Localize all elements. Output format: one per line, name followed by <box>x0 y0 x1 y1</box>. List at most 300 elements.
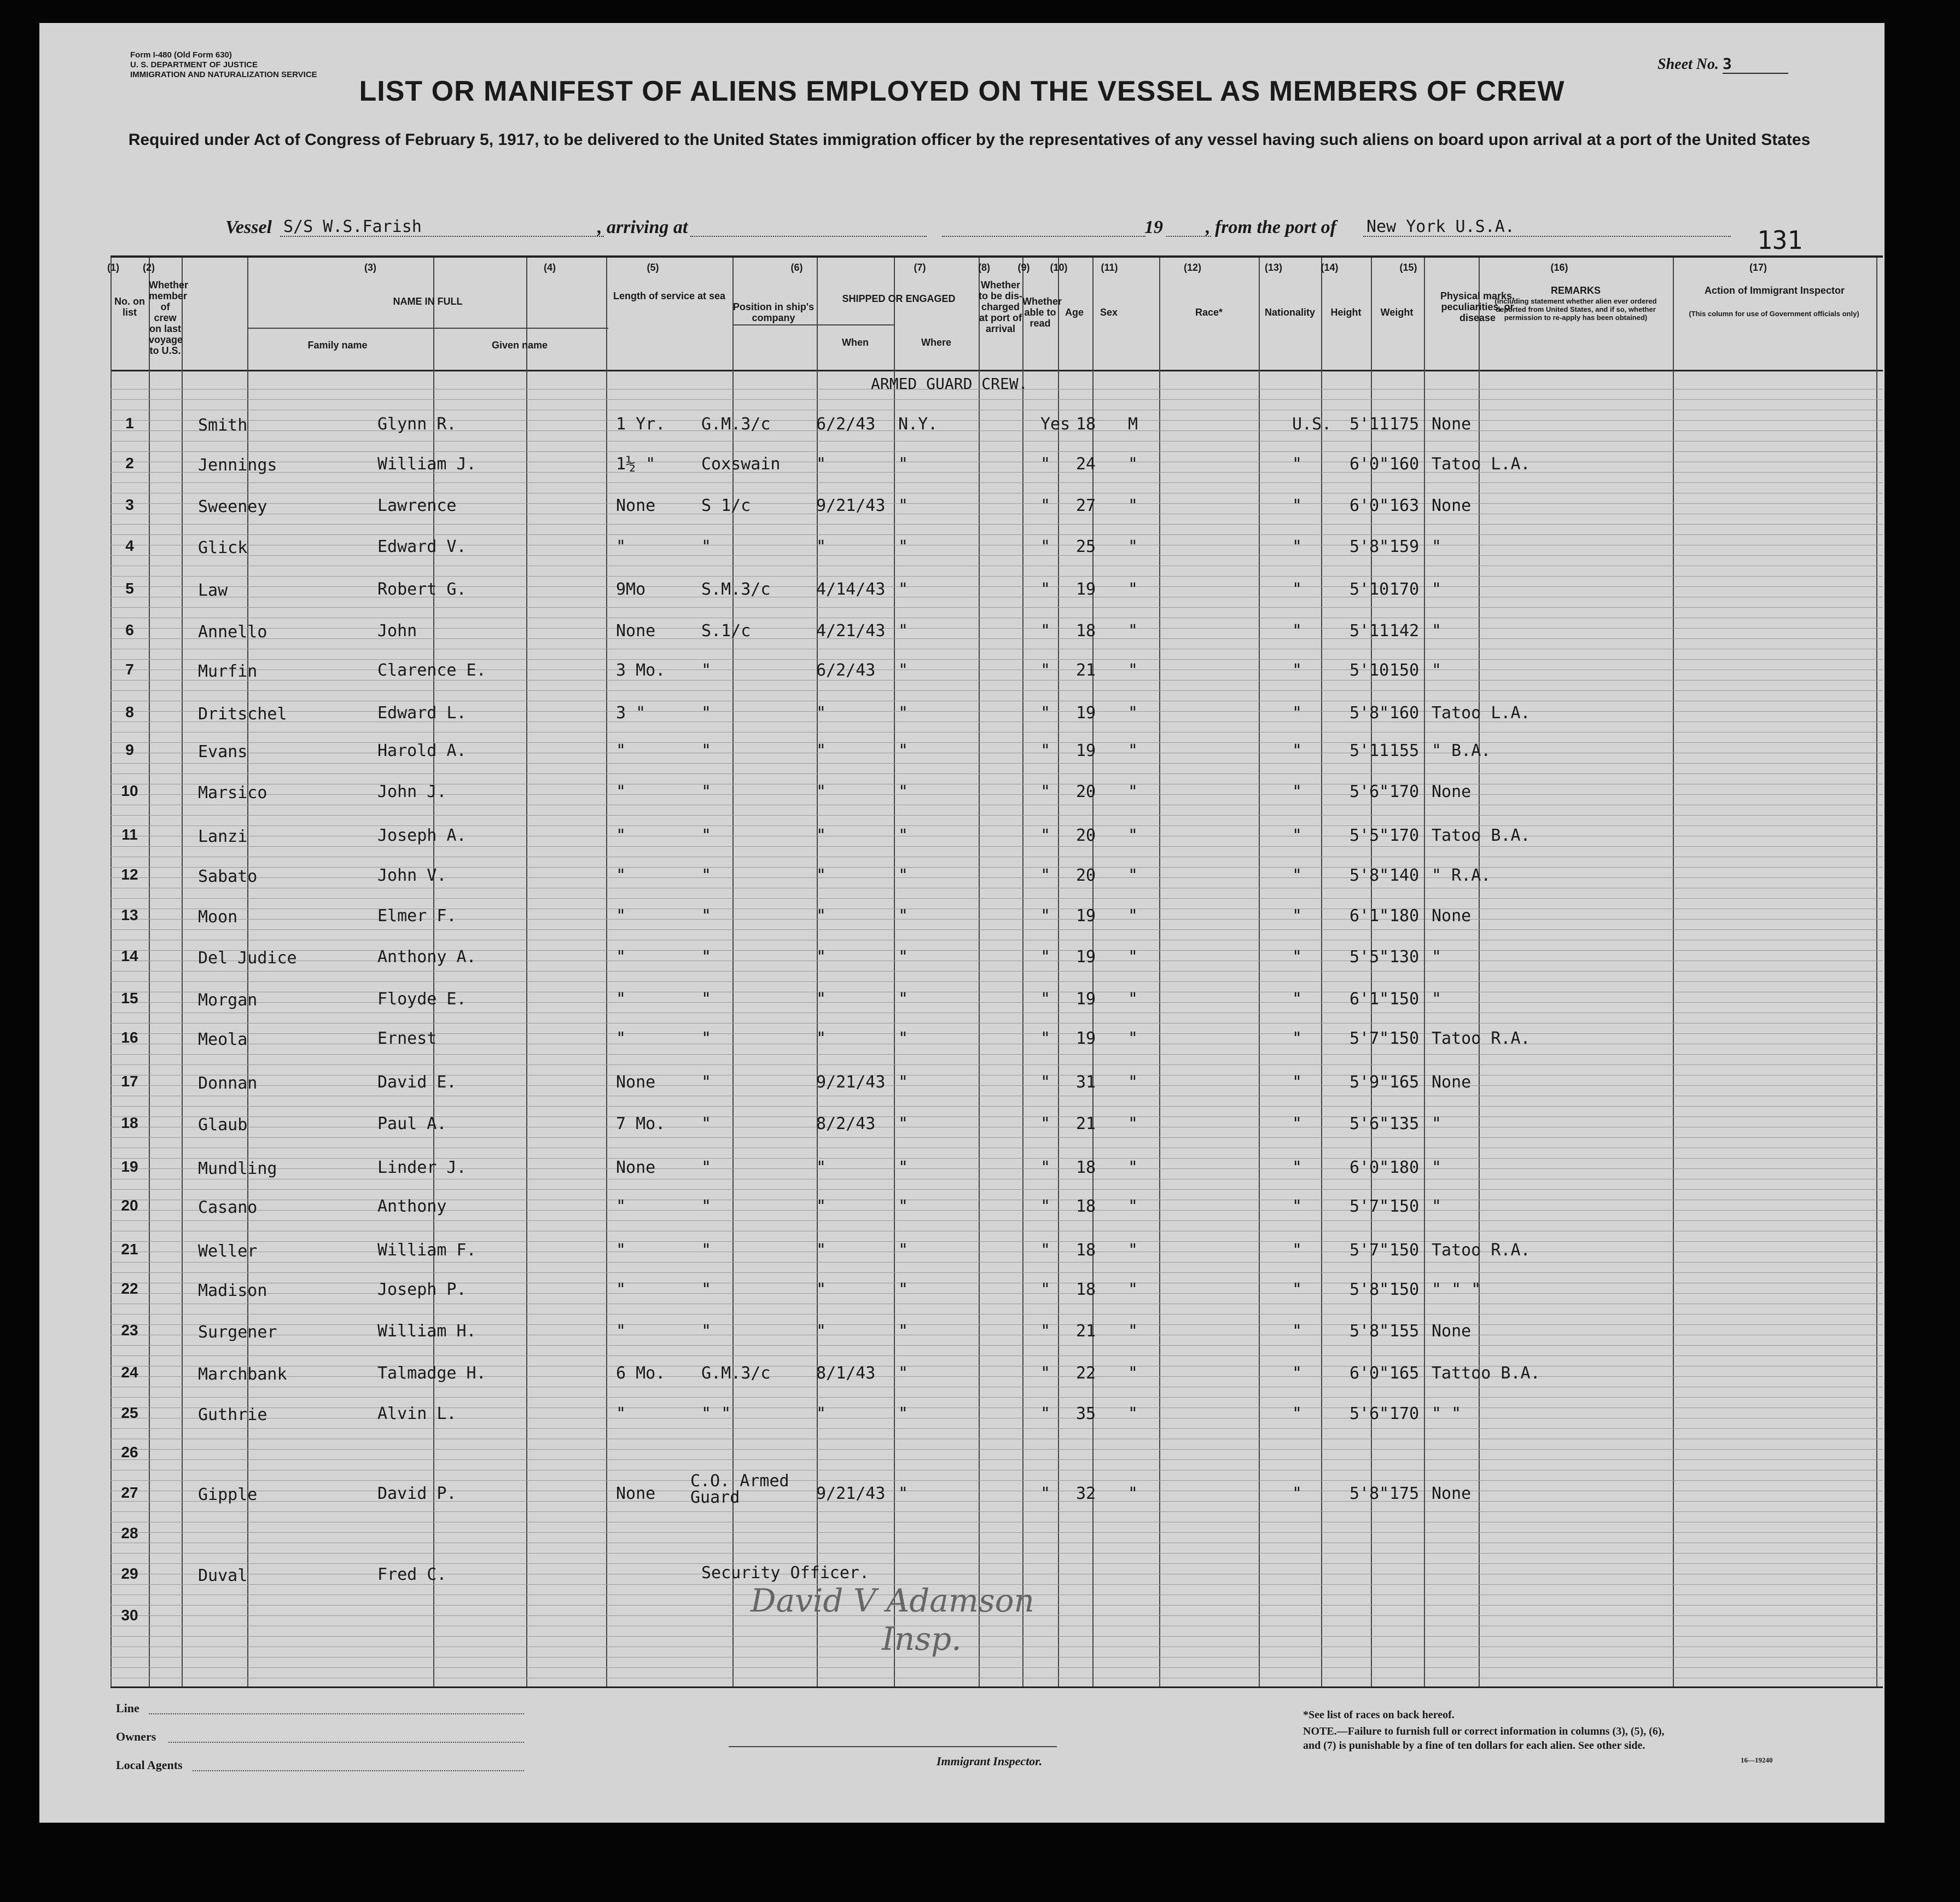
page-number: 131 <box>1757 225 1803 255</box>
cell-height: 6'1" <box>1350 990 1389 1009</box>
header-age: Age <box>1065 307 1084 318</box>
column-number: (15) <box>1399 262 1417 273</box>
cell-family-name: Gipple <box>198 1485 258 1504</box>
cell-family-name: Smith <box>198 416 248 435</box>
cell-sex: " <box>1128 1404 1138 1423</box>
cell-place-engaged: " <box>898 621 909 641</box>
inspector-title-handwritten: Insp. <box>882 1620 962 1657</box>
cell-physical-marks: None <box>1432 782 1472 801</box>
cell-height: 5'6" <box>1350 1404 1389 1423</box>
column-number: (10) <box>1050 262 1068 273</box>
cell-age: 20 <box>1076 782 1096 801</box>
arriving-label: , arriving at <box>597 217 688 237</box>
cell-sex: " <box>1128 741 1138 760</box>
cell-able-to-read: " <box>1040 703 1051 723</box>
cell-position: Security Officer. <box>701 1563 870 1583</box>
cell-physical-marks: None <box>1432 496 1472 515</box>
cell-place-engaged: " <box>898 1484 909 1503</box>
cell-able-to-read: " <box>1040 496 1051 515</box>
cell-physical-marks: Tatoo R.A. <box>1432 1241 1531 1260</box>
cell-weight: 180 <box>1389 906 1420 926</box>
cell-date-engaged: 9/21/43 <box>816 1484 886 1503</box>
cell-height: 5'8" <box>1350 1484 1389 1503</box>
cell-length-of-service: 7 Mo. <box>616 1114 666 1133</box>
cell-height: 5'8" <box>1350 1280 1389 1299</box>
cell-sex: " <box>1128 1029 1138 1048</box>
page-subtitle: Required under Act of Congress of February 5, 1917, to be delivered to the United States immigration officer by the representatives of any vessel having such aliens on board upon arrival at a port of the United States <box>128 131 1811 149</box>
cell-sex: " <box>1128 866 1138 885</box>
ruling-line <box>110 555 1883 556</box>
header-physical: Physical marks, peculiarities, or disease <box>1440 290 1515 323</box>
cell-physical-marks: None <box>1432 1073 1472 1092</box>
row-number: 6 <box>125 621 134 638</box>
cell-age: 27 <box>1076 496 1096 515</box>
cell-place-engaged: " <box>898 1158 909 1177</box>
cell-family-name: Moon <box>198 908 238 927</box>
cell-able-to-read: " <box>1040 906 1051 926</box>
cell-able-to-read: " <box>1040 947 1051 967</box>
ruling-line <box>110 711 1883 712</box>
cell-place-engaged: " <box>898 1364 909 1383</box>
cell-given-name: William F. <box>377 1241 476 1260</box>
vessel-field: S/S W.S.Farish <box>280 217 604 237</box>
cell-height: 5'8" <box>1350 537 1389 556</box>
cell-sex: " <box>1128 661 1138 680</box>
cell-length-of-service: " <box>616 990 626 1009</box>
cell-sex: " <box>1128 1484 1138 1503</box>
cell-family-name: Donnan <box>198 1074 258 1093</box>
cell-weight: 170 <box>1389 826 1420 845</box>
cell-family-name: Jennings <box>198 456 277 475</box>
cell-weight: 165 <box>1389 1073 1420 1092</box>
cell-physical-marks: Tattoo B.A. <box>1432 1364 1540 1383</box>
row-number: 21 <box>121 1241 138 1258</box>
cell-nationality: " <box>1292 1404 1302 1423</box>
cell-position: " <box>701 782 712 801</box>
cell-place-engaged: " <box>898 826 909 845</box>
column-number: (6) <box>790 262 803 273</box>
cell-family-name: Dritschel <box>198 705 287 724</box>
cell-date-engaged: " <box>816 1404 827 1423</box>
row-number: 13 <box>121 906 138 923</box>
year-label: 19 <box>1144 217 1163 237</box>
cell-date-engaged: " <box>816 782 827 801</box>
cell-nationality: " <box>1292 906 1302 926</box>
cell-position: Coxswain <box>701 455 781 474</box>
cell-height: 5'8" <box>1350 703 1389 723</box>
row-number: 22 <box>121 1280 138 1297</box>
cell-date-engaged: " <box>816 537 827 556</box>
cell-nationality: " <box>1292 580 1302 599</box>
cell-able-to-read: " <box>1040 1197 1051 1216</box>
ruling-line <box>110 815 1883 816</box>
cell-given-name: Anthony A. <box>377 947 476 967</box>
cell-weight: 165 <box>1389 1364 1420 1383</box>
ruling-line <box>110 524 1883 525</box>
cell-weight: 150 <box>1389 1197 1420 1216</box>
vessel-label: Vessel <box>225 217 272 237</box>
cell-nationality: " <box>1292 496 1302 515</box>
ruling-line <box>110 1407 1883 1408</box>
ruling-line <box>110 1501 1883 1502</box>
header-weight: Weight <box>1380 307 1414 318</box>
cell-family-name: Marsico <box>198 783 267 802</box>
cell-date-engaged: 8/2/43 <box>816 1114 876 1133</box>
cell-age: 19 <box>1076 906 1096 926</box>
cell-family-name: Casano <box>198 1198 258 1217</box>
cell-able-to-read: " <box>1040 1241 1051 1260</box>
cell-date-engaged: " <box>816 906 827 926</box>
ruling-line <box>110 929 1883 930</box>
manifest-sheet <box>39 23 1885 1823</box>
cell-place-engaged: " <box>898 537 909 556</box>
cell-position: " <box>701 947 712 967</box>
cell-weight: 135 <box>1389 1114 1420 1133</box>
ruling-line <box>110 950 1883 951</box>
ruling-line <box>110 1563 1883 1564</box>
cell-height: 5'6" <box>1350 782 1389 801</box>
cell-nationality: " <box>1292 703 1302 723</box>
cell-given-name: Robert G. <box>377 580 467 599</box>
ruling-line <box>110 1272 1883 1273</box>
cell-place-engaged: " <box>898 1073 909 1092</box>
cell-able-to-read: " <box>1040 661 1051 680</box>
header-name-in-full: NAME IN FULL <box>393 296 463 307</box>
cell-weight: 155 <box>1389 741 1420 760</box>
service: IMMIGRATION AND NATURALIZATION SERVICE <box>130 70 317 79</box>
inspector-label: Immigrant Inspector. <box>937 1754 1043 1768</box>
cell-place-engaged: " <box>898 580 909 599</box>
cell-length-of-service: " <box>616 826 626 845</box>
cell-sex: " <box>1128 1241 1138 1260</box>
cell-nationality: " <box>1292 661 1302 680</box>
cell-age: 31 <box>1076 1073 1096 1092</box>
cell-position: " <box>701 1322 712 1341</box>
cell-height: 5'6" <box>1350 1114 1389 1133</box>
cell-given-name: Fred C. <box>377 1565 447 1584</box>
cell-length-of-service: 3 Mo. <box>616 661 666 680</box>
cell-place-engaged: " <box>898 990 909 1009</box>
cell-nationality: " <box>1292 990 1302 1009</box>
header-action-note: (This column for use of Government officials only) <box>1689 310 1859 318</box>
ruling-line <box>110 1262 1883 1263</box>
cell-position: C.O. Armed Guard <box>690 1471 789 1507</box>
cell-family-name: Glick <box>198 538 248 557</box>
ruling-line <box>110 1168 1883 1169</box>
cell-weight: 150 <box>1389 990 1420 1009</box>
cell-height: 5'11 <box>1350 415 1389 434</box>
cell-height: 5'8" <box>1350 866 1389 885</box>
ruling-line <box>110 482 1883 483</box>
cell-date-engaged: 6/2/43 <box>816 661 876 680</box>
cell-weight: 155 <box>1389 1322 1420 1341</box>
cell-able-to-read: " <box>1040 990 1051 1009</box>
cell-position: G.M.3/c <box>701 1364 771 1383</box>
line-field <box>149 1713 524 1714</box>
cell-weight: 159 <box>1389 537 1420 556</box>
cell-family-name: Sabato <box>198 867 258 886</box>
cell-physical-marks: " <box>1432 580 1442 599</box>
row-number: 5 <box>125 580 134 597</box>
row-number: 27 <box>121 1484 138 1501</box>
cell-family-name: Duval <box>198 1566 248 1585</box>
ruling-line <box>110 794 1883 795</box>
ruling-line <box>110 1667 1883 1668</box>
races-note: *See list of races on back hereof. <box>1303 1709 1455 1721</box>
row-number: 12 <box>121 866 138 883</box>
arriving-field-2 <box>942 217 1145 237</box>
cell-length-of-service: None <box>616 496 656 515</box>
cell-given-name: Harold A. <box>377 741 467 760</box>
row-number: 2 <box>125 455 134 472</box>
ruling-line <box>110 1116 1883 1117</box>
cell-weight: 163 <box>1389 496 1420 515</box>
cell-family-name: Mundling <box>198 1159 277 1178</box>
cell-age: 18 <box>1076 1241 1096 1260</box>
cell-sex: " <box>1128 1158 1138 1177</box>
cell-physical-marks: Tatoo L.A. <box>1432 703 1531 723</box>
cell-place-engaged: " <box>898 1029 909 1048</box>
cell-date-engaged: " <box>816 741 827 760</box>
cell-family-name: Lanzi <box>198 827 248 846</box>
cell-family-name: Morgan <box>198 991 258 1010</box>
cell-nationality: " <box>1292 1114 1302 1133</box>
cell-nationality: " <box>1292 1484 1302 1503</box>
ruling-line <box>110 503 1883 504</box>
year-field <box>1166 217 1211 237</box>
cell-physical-marks: " <box>1432 537 1442 556</box>
department: U. S. DEPARTMENT OF JUSTICE <box>130 60 258 69</box>
cell-given-name: William H. <box>377 1322 476 1341</box>
cell-date-engaged: " <box>816 1197 827 1216</box>
cell-given-name: Joseph A. <box>377 826 467 845</box>
cell-given-name: Ernest <box>377 1029 437 1048</box>
cell-age: 21 <box>1076 1114 1096 1133</box>
cell-weight: 175 <box>1389 415 1420 434</box>
cell-sex: " <box>1128 496 1138 515</box>
ruling-line <box>110 1428 1883 1429</box>
cell-position: " <box>701 537 712 556</box>
cell-sex: " <box>1128 1280 1138 1299</box>
cell-nationality: " <box>1292 782 1302 801</box>
cell-able-to-read: " <box>1040 826 1051 845</box>
cell-family-name: Meola <box>198 1030 248 1049</box>
cell-able-to-read: " <box>1040 580 1051 599</box>
header-divider <box>110 370 1883 371</box>
ruling-line <box>110 1158 1883 1159</box>
cell-age: 32 <box>1076 1484 1096 1503</box>
cell-length-of-service: 9Mo <box>616 580 646 599</box>
cell-height: 5'11 <box>1350 741 1389 760</box>
cell-place-engaged: " <box>898 906 909 926</box>
cell-family-name: Sweeney <box>198 497 267 516</box>
column-number: (9) <box>1017 262 1030 273</box>
cell-family-name: Madison <box>198 1281 267 1300</box>
cell-date-engaged: " <box>816 455 827 474</box>
cell-weight: 150 <box>1389 1241 1420 1260</box>
cell-family-name: Marchbank <box>198 1365 287 1384</box>
ruling-line <box>110 607 1883 608</box>
cell-place-engaged: " <box>898 782 909 801</box>
column-number: (12) <box>1183 262 1201 273</box>
column-number: (13) <box>1264 262 1282 273</box>
cell-age: 18 <box>1076 1197 1096 1216</box>
cell-length-of-service: 1½ " <box>616 455 656 474</box>
cell-weight: 142 <box>1389 621 1420 641</box>
row-number: 11 <box>121 826 138 843</box>
cell-sex: " <box>1128 1322 1138 1341</box>
column-number: (17) <box>1749 262 1767 273</box>
ruling-line <box>110 1480 1883 1481</box>
cell-date-engaged: " <box>816 1322 827 1341</box>
cell-height: 5'5" <box>1350 947 1389 967</box>
cell-able-to-read: " <box>1040 782 1051 801</box>
ruling-line <box>110 1189 1883 1190</box>
manifest-table <box>107 255 1883 1688</box>
ruling-line <box>110 763 1883 764</box>
cell-given-name: John V. <box>377 866 447 885</box>
cell-date-engaged: " <box>816 947 827 967</box>
cell-physical-marks: " <box>1432 1197 1442 1216</box>
cell-position: " <box>701 703 712 723</box>
from-port-label: , from the port of <box>1206 217 1336 237</box>
cell-physical-marks: " <box>1432 947 1442 967</box>
cell-place-engaged: " <box>898 703 909 723</box>
cell-family-name: Surgener <box>198 1323 277 1342</box>
header-when: When <box>842 337 869 348</box>
row-number: 9 <box>125 741 134 758</box>
cell-height: 6'0" <box>1350 1364 1389 1383</box>
cell-physical-marks: Tatoo B.A. <box>1432 826 1531 845</box>
row-number: 26 <box>121 1444 138 1461</box>
cell-able-to-read: " <box>1040 1158 1051 1177</box>
cell-able-to-read: " <box>1040 455 1051 474</box>
cell-place-engaged: " <box>898 1197 909 1216</box>
cell-physical-marks: None <box>1432 1322 1472 1341</box>
cell-weight: 175 <box>1389 1484 1420 1503</box>
cell-length-of-service: " <box>616 1241 626 1260</box>
cell-position: G.M.3/c <box>701 415 771 434</box>
cell-sex: " <box>1128 621 1138 641</box>
cell-date-engaged: " <box>816 866 827 885</box>
ruling-line <box>110 1106 1883 1107</box>
ruling-line <box>110 825 1883 826</box>
cell-height: 5'7" <box>1350 1241 1389 1260</box>
cell-nationality: " <box>1292 621 1302 641</box>
cell-physical-marks: Tatoo L.A. <box>1432 455 1531 474</box>
header-remarks: REMARKS <box>1550 285 1601 296</box>
local-agents-label: Local Agents <box>116 1758 183 1772</box>
cell-place-engaged: " <box>898 455 909 474</box>
cell-position: " <box>701 826 712 845</box>
row-number: 3 <box>125 496 134 513</box>
cell-length-of-service: None <box>616 621 656 641</box>
cell-weight: 160 <box>1389 703 1420 723</box>
cell-weight: 150 <box>1389 1280 1420 1299</box>
cell-age: 18 <box>1076 621 1096 641</box>
cell-age: 21 <box>1076 661 1096 680</box>
cell-position: S.1/c <box>701 621 751 641</box>
cell-nationality: " <box>1292 1364 1302 1383</box>
cell-nationality: " <box>1292 866 1302 885</box>
ruling-line <box>110 1636 1883 1637</box>
ruling-line <box>110 1449 1883 1450</box>
cell-place-engaged: " <box>898 866 909 885</box>
cell-position: S.M.3/c <box>701 580 771 599</box>
column-number: (8) <box>978 262 990 273</box>
cell-given-name: Lawrence <box>377 496 457 515</box>
cell-nationality: " <box>1292 1073 1302 1092</box>
cell-length-of-service: None <box>616 1073 656 1092</box>
cell-given-name: Joseph P. <box>377 1280 467 1299</box>
cell-position: " " <box>701 1404 731 1423</box>
ruling-line <box>110 1033 1883 1034</box>
header-where: Where <box>921 337 951 348</box>
ruling-line <box>110 576 1883 577</box>
ruling-line <box>110 1511 1883 1512</box>
cell-length-of-service: " <box>616 1197 626 1216</box>
cell-length-of-service: 1 Yr. <box>616 415 666 434</box>
ruling-line <box>110 981 1883 982</box>
ruling-line <box>110 628 1883 629</box>
line-label: Line <box>116 1701 139 1715</box>
cell-height: 6'0" <box>1350 1158 1389 1177</box>
cell-date-engaged: " <box>816 1241 827 1260</box>
cell-position: " <box>701 1114 712 1133</box>
row-number: 8 <box>125 703 134 720</box>
cell-height: 5'9" <box>1350 1073 1389 1092</box>
cell-able-to-read: " <box>1040 866 1051 885</box>
ruling-line <box>110 659 1883 660</box>
cell-sex: " <box>1128 782 1138 801</box>
cell-age: 19 <box>1076 1029 1096 1048</box>
cell-able-to-read: " <box>1040 1073 1051 1092</box>
cell-age: 22 <box>1076 1364 1096 1383</box>
header-remarks-note: (Including statement whether alien ever ordered deported from United States, and if so, whether permission to re-apply has been obtained) <box>1494 297 1657 322</box>
cell-position: " <box>701 1073 712 1092</box>
cell-family-name: Guthrie <box>198 1405 267 1424</box>
cell-sex: " <box>1128 537 1138 556</box>
cell-given-name: Floyde E. <box>377 990 467 1009</box>
cell-physical-marks: " <box>1432 1158 1442 1177</box>
cell-length-of-service: " <box>616 1404 626 1423</box>
ruling-line <box>110 638 1883 639</box>
cell-length-of-service: " <box>616 906 626 926</box>
cell-length-of-service: " <box>616 782 626 801</box>
cell-position: " <box>701 866 712 885</box>
cell-weight: 180 <box>1389 1158 1420 1177</box>
sheet-label: Sheet No. <box>1657 56 1719 73</box>
ruling-line <box>110 1345 1883 1346</box>
cell-height: 5'10 <box>1350 661 1389 680</box>
cell-place-engaged: " <box>898 661 909 680</box>
row-number: 19 <box>121 1158 138 1175</box>
cell-given-name: Edward L. <box>377 703 467 723</box>
local-agents-field <box>193 1770 524 1771</box>
cell-nationality: " <box>1292 1280 1302 1299</box>
column-number: (11) <box>1101 262 1118 273</box>
cell-length-of-service: " <box>616 741 626 760</box>
cell-given-name: Glynn R. <box>377 415 457 434</box>
row-number: 23 <box>121 1322 138 1339</box>
column-divider <box>1424 258 1425 1686</box>
cell-age: 35 <box>1076 1404 1096 1423</box>
cell-date-engaged: 4/21/43 <box>816 621 886 641</box>
cell-length-of-service: None <box>616 1158 656 1177</box>
cell-family-name: Glaub <box>198 1115 248 1135</box>
column-number: (16) <box>1550 262 1568 273</box>
row-number: 15 <box>121 990 138 1007</box>
